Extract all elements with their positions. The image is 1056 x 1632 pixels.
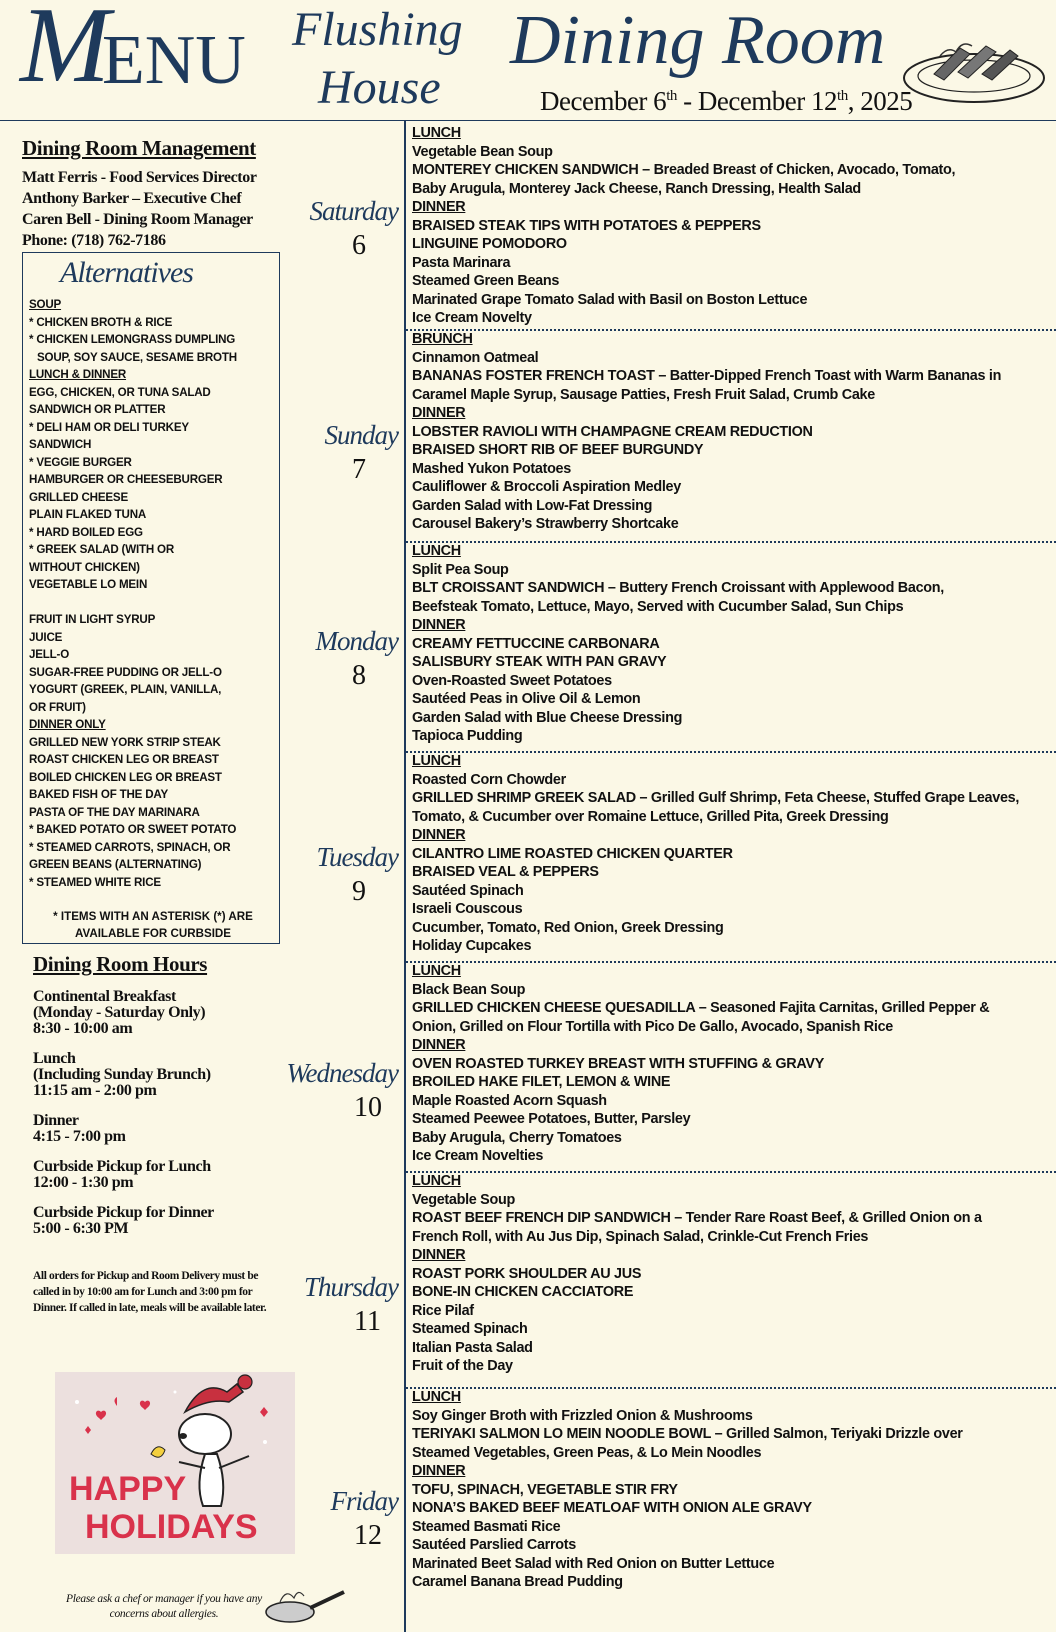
hours-entry	[33, 1113, 283, 1145]
alt-item: BOILED CHICKEN LEG OR BREAST	[29, 770, 222, 784]
management-line: Matt Ferris - Food Services Director	[22, 169, 257, 186]
allergy-note: Please ask a chef or manager if you have any concerns about allergies.	[66, 1593, 262, 1620]
meal-heading: DINNER	[412, 617, 466, 633]
alt-item: JUICE	[29, 630, 63, 644]
day-name: Thursday	[303, 1272, 398, 1302]
menu-item: Garden Salad with Blue Cheese Dressing	[412, 709, 683, 726]
menu-item: ROAST BEEF FRENCH DIP SANDWICH – Tender Rare Roast Beef, & Grilled Onion on a	[412, 1210, 982, 1226]
hours-time: 8:30 - 10:00 am	[33, 1020, 133, 1037]
menu-item: Rice Pilaf	[412, 1302, 474, 1319]
menu-item: ROAST PORK SHOULDER AU JUS	[412, 1265, 642, 1282]
day-separator	[406, 751, 1056, 753]
alt-item: * BAKED POTATO OR SWEET POTATO	[29, 823, 237, 836]
day-label-friday	[280, 1486, 398, 1566]
alt-dinner-only-items	[29, 734, 279, 892]
hours-time: 11:15 am - 2:00 pm	[33, 1082, 157, 1099]
menu-item: Tapioca Pudding	[412, 728, 523, 744]
menu-day-thursday	[412, 1172, 1056, 1376]
day-number: 9	[352, 876, 366, 907]
alt-item: GRILLED NEW YORK STRIP STEAK	[29, 735, 221, 749]
phone-number: Phone: (718) 762-7186	[22, 232, 166, 249]
header-divider	[0, 120, 1056, 121]
menu-item: Marinated Beet Salad with Red Onion on Butter Lettuce	[412, 1555, 775, 1572]
alt-item: WITHOUT CHICKEN)	[29, 560, 140, 574]
menu-item: TERIYAKI SALMON LO MEIN NOODLE BOWL – Grilled Salmon, Teriyaki Drizzle over	[412, 1426, 963, 1442]
alt-heading-dinner-only: DINNER ONLY	[29, 718, 106, 731]
menu-item: Sautéed Parslied Carrots	[412, 1537, 576, 1553]
hours-entry	[33, 1051, 283, 1099]
day-separator	[406, 1387, 1056, 1389]
meal-heading: LUNCH	[412, 125, 461, 141]
menu-item: BROILED HAKE FILET, LEMON & WINE	[412, 1074, 671, 1090]
day-name: Monday	[315, 626, 398, 656]
menu-item: Fruit of the Day	[412, 1358, 513, 1374]
menu-item: Roasted Corn Chowder	[412, 771, 566, 788]
menu-item: Marinated Grape Tomato Salad with Basil on Boston Lettuce	[412, 291, 808, 308]
alt-item: * GREEK SALAD (WITH OR	[29, 543, 175, 556]
menu-item: Oven-Roasted Sweet Potatoes	[412, 672, 612, 689]
alt-item: FRUIT IN LIGHT SYRUP	[29, 613, 156, 626]
hours-entry	[33, 1159, 283, 1191]
menu-item: Garden Salad with Low-Fat Dressing	[412, 497, 653, 514]
meal-heading: LUNCH	[412, 1173, 461, 1189]
day-number: 7	[352, 454, 366, 485]
alt-item: JELL-O	[29, 648, 70, 661]
menu-item: Israeli Couscous	[412, 901, 523, 917]
hours-time: (Monday - Saturday Only)	[33, 1004, 206, 1021]
menu-item: Onion, Grilled on Flour Tortilla with Pico De Gallo, Avocado, Spanish Rice	[412, 1018, 893, 1035]
date-start: December 6	[540, 86, 667, 116]
alt-item	[29, 594, 279, 612]
alt-item: YOGURT (GREEK, PLAIN, VANILLA,	[29, 683, 222, 696]
date-range	[540, 86, 912, 117]
day-separator	[406, 329, 1056, 331]
management-block	[22, 136, 292, 251]
holiday-line1: HAPPY	[69, 1470, 187, 1508]
alt-item: SANDWICH	[29, 438, 92, 451]
menu-item: LINGUINE POMODORO	[412, 236, 567, 252]
holiday-line2: HOLIDAYS	[85, 1508, 258, 1546]
menu-item: Baby Arugula, Monterey Jack Cheese, Ranch Dressing, Health Salad	[412, 180, 861, 197]
day-label-tuesday	[280, 842, 398, 922]
hours-block	[33, 952, 283, 1251]
alt-item: * STEAMED WHITE RICE	[29, 875, 161, 889]
day-number: 10	[354, 1092, 382, 1123]
alternatives-title: Alternatives	[60, 256, 193, 289]
menu-day-wednesday	[412, 962, 1056, 1166]
menu-item: GRILLED SHRIMP GREEK SALAD – Grilled Gulf Shrimp, Feta Cheese, Stuffed Grape Leaves,	[412, 790, 1020, 806]
alt-item: GREEN BEANS (ALTERNATING)	[29, 858, 202, 871]
menu-item: BRAISED STEAK TIPS WITH POTATOES & PEPPERS	[412, 217, 761, 234]
day-name: Wednesday	[286, 1058, 398, 1088]
alt-item: SANDWICH OR PLATTER	[29, 403, 166, 416]
hours-label: Curbside Pickup for Lunch	[33, 1158, 211, 1175]
hours-list	[33, 989, 283, 1237]
menu-item: Maple Roasted Acorn Squash	[412, 1092, 607, 1109]
alt-item: GRILLED CHEESE	[29, 490, 128, 504]
menu-item: Sautéed Peas in Olive Oil & Lemon	[412, 691, 641, 707]
menu-item: Tomato, & Cucumber over Romaine Lettuce, Grilled Pita, Greek Dressing	[412, 808, 889, 825]
day-number: 11	[354, 1306, 381, 1337]
alt-item: SOUP, SOY SAUCE, SESAME BROTH	[37, 350, 237, 364]
alt-item: * CHICKEN LEMONGRASS DUMPLING	[29, 333, 236, 346]
menu-item: Pasta Marinara	[412, 254, 511, 271]
menu-item: BRAISED VEAL & PEPPERS	[412, 864, 599, 880]
menu-item: Sautéed Spinach	[412, 882, 524, 899]
hours-title: Dining Room Hours	[33, 952, 208, 976]
hours-entry	[33, 1205, 283, 1237]
menu-item: Vegetable Bean Soup	[412, 143, 553, 160]
menu-item: Cucumber, Tomato, Red Onion, Greek Dressing	[412, 919, 724, 936]
alternatives-list	[29, 296, 279, 891]
day-label-sunday	[280, 420, 398, 500]
menu-item: Holiday Cupcakes	[412, 938, 532, 954]
menu-day-friday	[412, 1388, 1056, 1592]
menu-item: Steamed Peewee Potatoes, Butter, Parsley	[412, 1111, 691, 1127]
day-number: 6	[352, 230, 366, 261]
alt-item: * VEGGIE BURGER	[29, 455, 132, 469]
menu-item: Ice Cream Novelties	[412, 1148, 544, 1164]
menu-item: BRAISED SHORT RIB OF BEEF BURGUNDY	[412, 442, 704, 458]
meal-heading: LUNCH	[412, 543, 461, 559]
meal-heading: DINNER	[412, 827, 466, 843]
meal-heading: DINNER	[412, 1463, 466, 1479]
curbside-note: * ITEMS WITH AN ASTERISK (*) ARE AVAILABLE FOR CURBSIDE	[53, 910, 253, 940]
hours-time: 4:15 - 7:00 pm	[33, 1128, 126, 1145]
menu-item: French Roll, with Au Jus Dip, Spinach Salad, Crinkle-Cut French Fries	[412, 1228, 869, 1245]
menu-item: Mashed Yukon Potatoes	[412, 460, 571, 477]
day-label-thursday	[280, 1272, 398, 1352]
day-label-wednesday	[280, 1058, 398, 1138]
hours-time: 5:00 - 6:30 PM	[33, 1220, 129, 1237]
meal-heading: BRUNCH	[412, 331, 473, 347]
menu-item: Vegetable Soup	[412, 1191, 515, 1208]
dining-room-title: Dining Room	[510, 2, 886, 79]
menu-item: Carousel Bakery’s Strawberry Shortcake	[412, 516, 679, 532]
alt-lunch-dinner-items	[29, 384, 279, 717]
frying-pan-icon	[262, 1580, 346, 1628]
alt-heading-soup: SOUP	[29, 298, 62, 311]
alt-item: * STEAMED CARROTS, SPINACH, OR	[29, 840, 231, 854]
meal-heading: LUNCH	[412, 753, 461, 769]
menu-item: Cauliflower & Broccoli Aspiration Medley	[412, 479, 681, 495]
meal-heading: DINNER	[412, 1247, 466, 1263]
happy-holidays-card	[55, 1372, 295, 1554]
meal-heading: DINNER	[412, 405, 466, 421]
menu-item: Caramel Maple Syrup, Sausage Patties, Fresh Fruit Salad, Crumb Cake	[412, 386, 875, 403]
alt-item: OR FRUIT)	[29, 700, 86, 714]
day-name: Friday	[330, 1486, 398, 1516]
alt-item: * HARD BOILED EGG	[29, 525, 143, 539]
alt-heading-lunch-dinner: LUNCH & DINNER	[29, 368, 127, 381]
menu-item: MONTEREY CHICKEN SANDWICH – Breaded Breast of Chicken, Avocado, Tomato,	[412, 162, 956, 178]
menu-item: GRILLED CHICKEN CHEESE QUESADILLA – Seasoned Fajita Carnitas, Grilled Pepper &	[412, 1000, 990, 1016]
menu-item: Steamed Spinach	[412, 1321, 528, 1337]
menu-item: SALISBURY STEAK WITH PAN GRAVY	[412, 654, 667, 670]
day-name: Sunday	[324, 420, 398, 450]
menu-item: Soy Ginger Broth with Frizzled Onion & Mushrooms	[412, 1407, 753, 1424]
menu-day-tuesday	[412, 752, 1056, 956]
alt-item: ROAST CHICKEN LEG OR BREAST	[29, 753, 219, 766]
hours-time: 12:00 - 1:30 pm	[33, 1174, 134, 1191]
menu-item: LOBSTER RAVIOLI WITH CHAMPAGNE CREAM REDUCTION	[412, 423, 813, 440]
menu-item: Black Bean Soup	[412, 981, 526, 998]
day-name: Tuesday	[316, 842, 398, 872]
menu-item: Italian Pasta Salad	[412, 1339, 533, 1356]
alt-item: VEGETABLE LO MEIN	[29, 578, 148, 591]
day-separator	[406, 541, 1056, 543]
menu-item: Caramel Banana Bread Pudding	[412, 1574, 623, 1590]
day-name: Saturday	[309, 196, 398, 226]
management-line: Caren Bell - Dining Room Manager	[22, 211, 253, 228]
alt-item: * CHICKEN BROTH & RICE	[29, 315, 173, 329]
menu-item: BANANAS FOSTER FRENCH TOAST – Batter-Dipped French Toast with Warm Bananas in	[412, 368, 1002, 384]
alt-item: HAMBURGER OR CHEESEBURGER	[29, 473, 223, 486]
hours-label: Curbside Pickup for Dinner	[33, 1204, 214, 1221]
menu-item: NONA’S BAKED BEEF MEATLOAF WITH ONION ALE GRAVY	[412, 1500, 812, 1516]
menu-item: Baby Arugula, Cherry Tomatoes	[412, 1129, 622, 1146]
menu-day-monday	[412, 542, 1056, 746]
day-label-monday	[280, 626, 398, 706]
alt-item: * DELI HAM OR DELI TURKEY	[29, 420, 189, 434]
meal-heading: LUNCH	[412, 1389, 461, 1405]
menu-item: Beefsteak Tomato, Lettuce, Mayo, Served with Cucumber Salad, Sun Chips	[412, 598, 904, 615]
day-separator	[406, 961, 1056, 963]
menu-item: CREAMY FETTUCCINE CARBONARA	[412, 635, 660, 652]
day-number: 12	[354, 1520, 382, 1551]
menu-item: OVEN ROASTED TURKEY BREAST WITH STUFFING & GRAVY	[412, 1055, 825, 1072]
menu-item: BLT CROISSANT SANDWICH – Buttery French Croissant with Applewood Bacon,	[412, 580, 944, 596]
plate-illustration-icon	[900, 26, 1048, 108]
management-line: Anthony Barker – Executive Chef	[22, 190, 242, 207]
hours-label: Dinner	[33, 1112, 79, 1129]
menu-item: Cinnamon Oatmeal	[412, 349, 539, 366]
menu-item: Steamed Vegetables, Green Peas, & Lo Mein Noodles	[412, 1444, 762, 1461]
alt-item: PLAIN FLAKED TUNA	[29, 508, 147, 521]
menu-item: Steamed Green Beans	[412, 273, 560, 289]
date-start-suffix: th	[666, 88, 677, 104]
alt-item: PASTA OF THE DAY MARINARA	[29, 805, 200, 819]
date-year: , 2025	[847, 86, 913, 116]
menu-day-sunday	[412, 330, 1056, 534]
menu-day-saturday	[412, 124, 1056, 328]
day-number: 8	[352, 660, 366, 691]
meal-heading: DINNER	[412, 1037, 466, 1053]
day-separator	[406, 1171, 1056, 1173]
menu-title-initial: M	[20, 0, 110, 105]
alt-item: EGG, CHICKEN, OR TUNA SALAD	[29, 385, 211, 399]
meal-heading: LUNCH	[412, 963, 461, 979]
order-notice: All orders for Pickup and Room Delivery must be called in by 10:00 am for Lunch and 3:00 pm for Dinner. If called in late, meals will be available later.	[33, 1270, 267, 1314]
menu-item: Ice Cream Novelty	[412, 310, 532, 326]
alt-item: SUGAR-FREE PUDDING OR JELL-O	[29, 665, 222, 679]
date-end-suffix: th	[837, 88, 848, 104]
venue-name-line2: House	[318, 61, 441, 114]
menu-title: ENU	[102, 22, 246, 99]
date-end: - December 12	[676, 86, 838, 116]
hours-entry	[33, 989, 283, 1037]
column-divider	[404, 120, 406, 1632]
alt-item: BAKED FISH OF THE DAY	[29, 788, 169, 801]
menu-item: CILANTRO LIME ROASTED CHICKEN QUARTER	[412, 845, 733, 862]
hours-time: (Including Sunday Brunch)	[33, 1066, 211, 1083]
menu-item: Steamed Basmati Rice	[412, 1518, 561, 1535]
day-label-saturday	[280, 196, 398, 276]
hours-label: Continental Breakfast	[33, 988, 176, 1005]
meal-heading: DINNER	[412, 199, 466, 215]
hours-label: Lunch	[33, 1050, 76, 1067]
management-title: Dining Room Management	[22, 136, 256, 160]
menu-item: BONE-IN CHICKEN CACCIATORE	[412, 1284, 634, 1300]
menu-item: TOFU, SPINACH, VEGETABLE STIR FRY	[412, 1481, 678, 1498]
menu-item: Split Pea Soup	[412, 561, 509, 578]
venue-name-line1: Flushing	[292, 3, 463, 56]
